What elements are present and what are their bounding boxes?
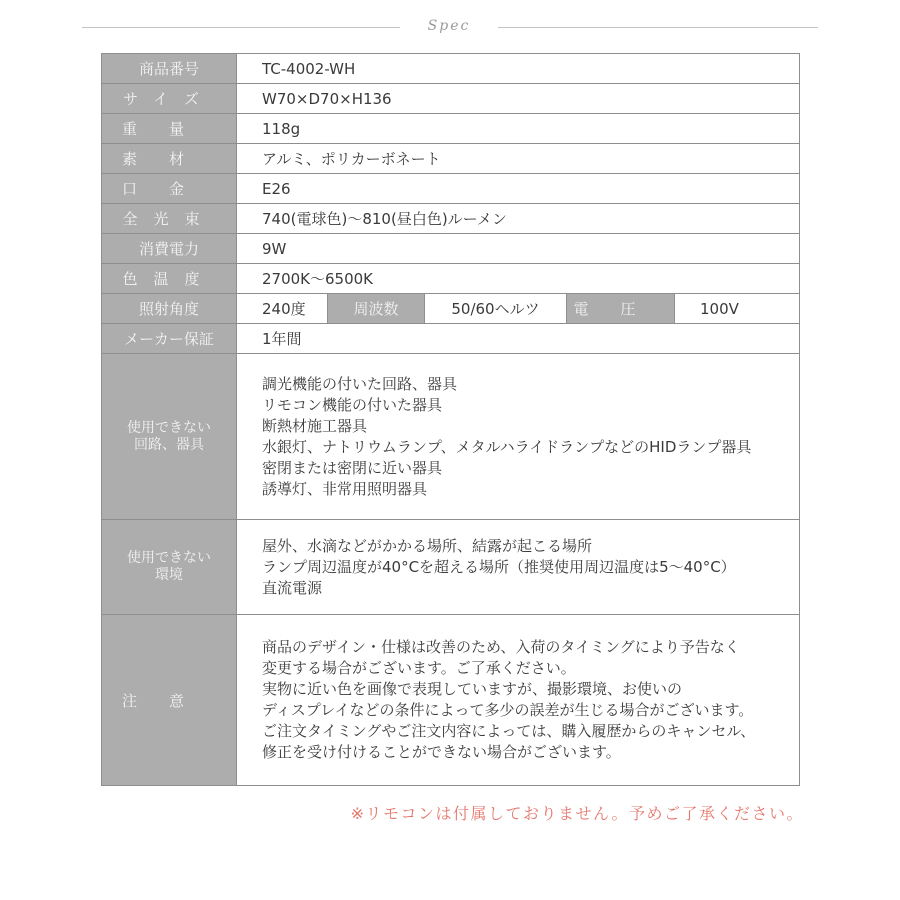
row-value: 740(電球色)〜810(昼白色)ルーメン: [237, 204, 800, 234]
spec-row-base: [102, 174, 800, 204]
list-item: ランプ周辺温度が40°Cを超える場所（推奨使用周辺温度は5〜40°C）: [262, 557, 736, 576]
label-line: 環境: [155, 567, 183, 583]
list-item: 変更する場合がございます。ご了承ください。: [262, 659, 576, 677]
list-item: 商品のデザイン・仕様は改善のため、入荷のタイミングにより予告なく: [262, 638, 740, 656]
label-line: 回路、器具: [134, 436, 204, 453]
row-label: 注意: [102, 615, 237, 786]
row-value-list: [237, 520, 800, 615]
section-title: Spec: [427, 18, 471, 34]
list-item: 屋外、水滴などがかかる場所、結露が起こる場所: [262, 536, 593, 555]
row-label: 素材: [102, 144, 237, 174]
row-label: 消費電力: [102, 234, 237, 264]
row-label: 色温度: [102, 264, 237, 294]
spec-row-unusable-circuits: [102, 354, 800, 520]
row-label: メーカー保証: [102, 324, 237, 354]
angle-value: 240度: [237, 294, 328, 324]
spec-row-model: [102, 54, 800, 84]
row-value: 9W: [237, 234, 800, 264]
list-item: 水銀灯、ナトリウムランプ、メタルハライドランプなどのHIDランプ器具: [262, 437, 752, 456]
list-item: ディスプレイなどの条件によって多少の誤差が生じる場合がございます。: [262, 701, 754, 719]
list-item: 直流電源: [262, 578, 323, 597]
spec-row-power: [102, 234, 800, 264]
row-value: 118g: [237, 114, 800, 144]
row-label: 照射角度: [102, 294, 237, 324]
divider-left: [82, 27, 400, 28]
list-item: ご注文タイミングやご注文内容によっては、購入履歴からのキャンセル、: [262, 722, 756, 740]
row-value: 2700K〜6500K: [237, 264, 800, 294]
row-label: 商品番号: [102, 54, 237, 84]
spec-table: [101, 53, 800, 786]
spec-row-angle: [102, 294, 800, 324]
row-value: E26: [237, 174, 800, 204]
row-label: [102, 520, 237, 615]
spec-row-size: [102, 84, 800, 114]
list-item: 実物に近い色を画像で表現していますが、撮影環境、お使いの: [262, 680, 683, 698]
spec-row-lumen: [102, 204, 800, 234]
list-item: 密閉または密閉に近い器具: [262, 458, 443, 477]
list-item: リモコン機能の付いた器具: [262, 395, 443, 414]
row-label: 全光束: [102, 204, 237, 234]
voltage-value: 100V: [675, 294, 800, 324]
row-value: 1年間: [237, 324, 800, 354]
frequency-label: 周波数: [328, 294, 425, 324]
row-label: 口金: [102, 174, 237, 204]
section-header: [0, 18, 900, 42]
row-value-list: [237, 354, 800, 520]
row-value: W70×D70×H136: [237, 84, 800, 114]
label-line: 使用できない: [127, 550, 211, 566]
voltage-label: 電圧: [567, 294, 675, 324]
spec-row-unusable-env: [102, 520, 800, 615]
spec-row-weight: [102, 114, 800, 144]
list-item: 断熱材施工器具: [262, 416, 368, 435]
row-label: [102, 354, 237, 520]
label-line: 使用できない: [127, 419, 211, 436]
row-value: アルミ、ポリカーボネート: [237, 144, 800, 174]
remote-not-included-note: ※リモコンは付属しておりません。予めご了承ください。: [350, 804, 804, 823]
row-label: 重量: [102, 114, 237, 144]
spec-row-caution: [102, 615, 800, 786]
spec-row-color-temp: [102, 264, 800, 294]
spec-row-warranty: [102, 324, 800, 354]
row-value-list: [237, 615, 800, 786]
spec-row-material: [102, 144, 800, 174]
list-item: 修正を受け付けることができない場合がございます。: [262, 743, 621, 761]
divider-right: [498, 27, 818, 28]
list-item: 調光機能の付いた回路、器具: [262, 374, 458, 393]
frequency-value: 50/60ヘルツ: [425, 294, 567, 324]
row-value: TC-4002-WH: [237, 54, 800, 84]
list-item: 誘導灯、非常用照明器具: [262, 479, 428, 498]
row-label: サイズ: [102, 84, 237, 114]
